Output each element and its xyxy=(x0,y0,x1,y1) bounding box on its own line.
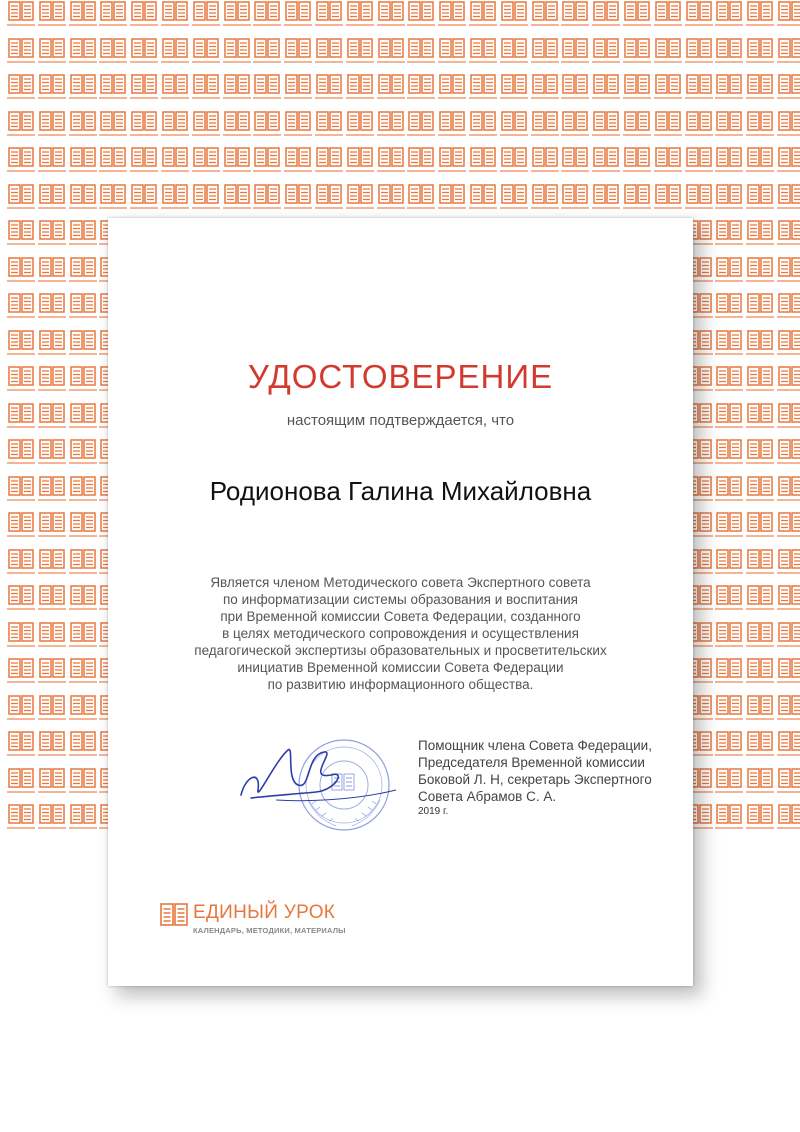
pattern-book-icon xyxy=(714,475,744,511)
pattern-book-icon xyxy=(406,37,436,73)
pattern-book-icon xyxy=(776,475,800,511)
pattern-book-icon xyxy=(776,511,800,547)
pattern-book-icon xyxy=(591,146,621,182)
pattern-book-icon xyxy=(406,73,436,109)
pattern-book-icon xyxy=(776,146,800,182)
pattern-book-icon xyxy=(6,475,36,511)
pattern-book-icon xyxy=(68,730,98,766)
pattern-book-icon xyxy=(622,183,652,219)
pattern-book-icon xyxy=(6,73,36,109)
pattern-book-icon xyxy=(252,37,282,73)
pattern-book-icon xyxy=(191,146,221,182)
pattern-book-icon xyxy=(314,146,344,182)
pattern-book-icon xyxy=(622,0,652,36)
signer-line: Боковой Л. Н, секретарь Экспертного xyxy=(418,772,652,787)
pattern-book-icon xyxy=(222,0,252,36)
pattern-book-icon xyxy=(591,0,621,36)
pattern-book-icon xyxy=(98,146,128,182)
pattern-book-icon xyxy=(252,110,282,146)
pattern-book-icon xyxy=(37,110,67,146)
pattern-book-icon xyxy=(129,110,159,146)
pattern-book-icon xyxy=(714,402,744,438)
pattern-book-icon xyxy=(37,329,67,365)
pattern-book-icon xyxy=(345,0,375,36)
pattern-book-icon xyxy=(437,0,467,36)
pattern-book-icon xyxy=(314,183,344,219)
pattern-book-icon xyxy=(776,256,800,292)
pattern-book-icon xyxy=(68,438,98,474)
pattern-book-icon xyxy=(68,803,98,830)
logo-title: ЕДИНЫЙ УРОК xyxy=(193,902,336,923)
pattern-book-icon xyxy=(6,803,36,830)
pattern-book-icon xyxy=(468,110,498,146)
pattern-book-icon xyxy=(68,0,98,36)
pattern-book-icon xyxy=(6,292,36,328)
pattern-book-icon xyxy=(6,402,36,438)
pattern-book-icon xyxy=(776,73,800,109)
pattern-book-icon xyxy=(622,37,652,73)
pattern-book-icon xyxy=(222,183,252,219)
pattern-book-icon xyxy=(191,37,221,73)
pattern-book-icon xyxy=(684,37,714,73)
pattern-book-icon xyxy=(499,73,529,109)
pattern-book-icon xyxy=(622,110,652,146)
pattern-book-icon xyxy=(68,256,98,292)
pattern-book-icon xyxy=(191,73,221,109)
pattern-book-icon xyxy=(37,365,67,401)
pattern-book-icon xyxy=(37,0,67,36)
pattern-book-icon xyxy=(283,146,313,182)
pattern-book-icon xyxy=(68,475,98,511)
pattern-book-icon xyxy=(776,657,800,693)
pattern-book-icon xyxy=(68,73,98,109)
pattern-book-icon xyxy=(37,730,67,766)
pattern-book-icon xyxy=(714,694,744,730)
pattern-book-icon xyxy=(745,329,775,365)
pattern-book-icon xyxy=(376,110,406,146)
certificate-body xyxy=(168,574,633,693)
pattern-book-icon xyxy=(252,73,282,109)
pattern-book-icon xyxy=(37,657,67,693)
signer-line: Председателя Временной комиссии xyxy=(418,755,645,770)
pattern-book-icon xyxy=(68,329,98,365)
pattern-book-icon xyxy=(222,73,252,109)
pattern-book-icon xyxy=(776,803,800,830)
pattern-book-icon xyxy=(591,110,621,146)
pattern-book-icon xyxy=(283,110,313,146)
pattern-book-icon xyxy=(314,110,344,146)
pattern-book-icon xyxy=(745,183,775,219)
pattern-book-icon xyxy=(345,73,375,109)
pattern-book-icon xyxy=(191,183,221,219)
pattern-book-icon xyxy=(191,0,221,36)
pattern-book-icon xyxy=(98,0,128,36)
pattern-book-icon xyxy=(222,146,252,182)
pattern-book-icon xyxy=(6,110,36,146)
pattern-book-icon xyxy=(776,438,800,474)
pattern-book-icon xyxy=(591,73,621,109)
pattern-book-icon xyxy=(530,73,560,109)
pattern-book-icon xyxy=(345,37,375,73)
pattern-book-icon xyxy=(376,0,406,36)
pattern-book-icon xyxy=(684,0,714,36)
pattern-book-icon xyxy=(745,730,775,766)
recipient-name: Родионова Галина Михайловна xyxy=(209,476,592,506)
pattern-book-icon xyxy=(37,548,67,584)
pattern-book-icon xyxy=(714,146,744,182)
pattern-book-icon xyxy=(684,183,714,219)
pattern-book-icon xyxy=(468,0,498,36)
pattern-book-icon xyxy=(37,37,67,73)
pattern-book-icon xyxy=(653,37,683,73)
pattern-book-icon xyxy=(684,146,714,182)
pattern-book-icon xyxy=(37,73,67,109)
pattern-book-icon xyxy=(68,219,98,255)
pattern-book-icon xyxy=(776,37,800,73)
pattern-book-icon xyxy=(314,0,344,36)
pattern-book-icon xyxy=(714,621,744,657)
pattern-book-icon xyxy=(468,73,498,109)
pattern-book-icon xyxy=(745,511,775,547)
pattern-book-icon xyxy=(314,73,344,109)
pattern-book-icon xyxy=(560,183,590,219)
pattern-book-icon xyxy=(6,256,36,292)
pattern-book-icon xyxy=(776,183,800,219)
pattern-book-icon xyxy=(160,183,190,219)
pattern-book-icon xyxy=(530,183,560,219)
pattern-book-icon xyxy=(714,548,744,584)
pattern-book-icon xyxy=(437,146,467,182)
pattern-book-icon xyxy=(406,110,436,146)
pattern-book-icon xyxy=(37,511,67,547)
pattern-book-icon xyxy=(776,0,800,36)
body-line: по развитию информационного общества. xyxy=(267,677,534,692)
pattern-book-icon xyxy=(37,767,67,803)
pattern-book-icon xyxy=(745,548,775,584)
pattern-book-icon xyxy=(68,511,98,547)
pattern-book-icon xyxy=(37,621,67,657)
pattern-book-icon xyxy=(745,657,775,693)
pattern-book-icon xyxy=(68,657,98,693)
pattern-book-icon xyxy=(714,0,744,36)
pattern-book-icon xyxy=(37,803,67,830)
pattern-book-icon xyxy=(714,37,744,73)
pattern-book-icon xyxy=(560,146,590,182)
pattern-book-icon xyxy=(653,73,683,109)
certificate-subtitle: настоящим подтверждается, что xyxy=(286,412,515,429)
pattern-book-icon xyxy=(684,73,714,109)
pattern-book-icon xyxy=(468,146,498,182)
pattern-book-icon xyxy=(129,146,159,182)
pattern-book-icon xyxy=(68,621,98,657)
pattern-book-icon xyxy=(714,767,744,803)
certificate-title: УДОСТОВЕРЕНИЕ xyxy=(247,358,554,395)
pattern-book-icon xyxy=(406,183,436,219)
pattern-book-icon xyxy=(745,438,775,474)
pattern-book-icon xyxy=(68,37,98,73)
pattern-book-icon xyxy=(6,0,36,36)
pattern-book-icon xyxy=(776,584,800,620)
body-line: при Временной комиссии Совета Федерации, созданного xyxy=(220,609,581,624)
pattern-book-icon xyxy=(653,0,683,36)
pattern-book-icon xyxy=(68,365,98,401)
pattern-book-icon xyxy=(745,475,775,511)
pattern-book-icon xyxy=(745,256,775,292)
pattern-book-icon xyxy=(6,146,36,182)
signer-block xyxy=(418,737,652,819)
pattern-book-icon xyxy=(745,146,775,182)
pattern-book-icon xyxy=(160,110,190,146)
pattern-book-icon xyxy=(653,146,683,182)
pattern-book-icon xyxy=(37,438,67,474)
pattern-book-icon xyxy=(714,183,744,219)
pattern-book-icon xyxy=(745,110,775,146)
pattern-book-icon xyxy=(745,767,775,803)
pattern-book-icon xyxy=(6,37,36,73)
pattern-book-icon xyxy=(376,183,406,219)
pattern-book-icon xyxy=(560,0,590,36)
pattern-book-icon xyxy=(776,548,800,584)
pattern-book-icon xyxy=(68,694,98,730)
pattern-book-icon xyxy=(499,183,529,219)
pattern-book-icon xyxy=(283,73,313,109)
pattern-book-icon xyxy=(283,37,313,73)
pattern-book-icon xyxy=(252,0,282,36)
pattern-book-icon xyxy=(129,0,159,36)
pattern-book-icon xyxy=(776,730,800,766)
pattern-book-icon xyxy=(6,511,36,547)
pattern-book-icon xyxy=(499,110,529,146)
pattern-book-icon xyxy=(345,146,375,182)
pattern-book-icon xyxy=(499,0,529,36)
pattern-book-icon xyxy=(714,329,744,365)
pattern-book-icon xyxy=(222,110,252,146)
pattern-book-icon xyxy=(98,37,128,73)
pattern-book-icon xyxy=(745,37,775,73)
body-line: по информатизации системы образования и воспитания xyxy=(223,592,578,607)
pattern-book-icon xyxy=(714,365,744,401)
signer-line: Совета Абрамов С. А. xyxy=(418,789,557,804)
issue-year: 2019 г. xyxy=(418,806,449,817)
pattern-book-icon xyxy=(622,146,652,182)
pattern-book-icon xyxy=(745,803,775,830)
pattern-book-icon xyxy=(468,183,498,219)
pattern-book-icon xyxy=(37,183,67,219)
pattern-book-icon xyxy=(776,110,800,146)
pattern-book-icon xyxy=(252,146,282,182)
pattern-book-icon xyxy=(745,73,775,109)
pattern-book-icon xyxy=(406,146,436,182)
body-line: в целях методического сопровождения и осуществления xyxy=(222,626,579,641)
pattern-book-icon xyxy=(68,183,98,219)
pattern-book-icon xyxy=(37,292,67,328)
pattern-book-icon xyxy=(560,73,590,109)
pattern-book-icon xyxy=(745,0,775,36)
pattern-book-icon xyxy=(6,365,36,401)
pattern-book-icon xyxy=(345,183,375,219)
pattern-book-icon xyxy=(283,0,313,36)
pattern-book-icon xyxy=(252,183,282,219)
pattern-book-icon xyxy=(499,37,529,73)
pattern-book-icon xyxy=(745,584,775,620)
pattern-book-icon xyxy=(560,37,590,73)
pattern-book-icon xyxy=(283,183,313,219)
pattern-book-icon xyxy=(6,584,36,620)
pattern-book-icon xyxy=(222,37,252,73)
pattern-book-icon xyxy=(714,110,744,146)
pattern-book-icon xyxy=(530,0,560,36)
pattern-book-icon xyxy=(160,0,190,36)
pattern-book-icon xyxy=(560,110,590,146)
pattern-book-icon xyxy=(714,292,744,328)
pattern-book-icon xyxy=(6,329,36,365)
pattern-book-icon xyxy=(776,365,800,401)
certificate-page xyxy=(108,218,693,986)
pattern-book-icon xyxy=(37,694,67,730)
pattern-book-icon xyxy=(6,657,36,693)
pattern-book-icon xyxy=(37,584,67,620)
pattern-book-icon xyxy=(129,37,159,73)
pattern-book-icon xyxy=(776,694,800,730)
pattern-book-icon xyxy=(345,110,375,146)
pattern-book-icon xyxy=(745,292,775,328)
pattern-book-icon xyxy=(776,292,800,328)
pattern-book-icon xyxy=(129,73,159,109)
seal-icon xyxy=(236,730,416,840)
body-line: педагогической экспертизы образовательных и просветительских xyxy=(194,643,607,658)
pattern-book-icon xyxy=(745,694,775,730)
pattern-book-icon xyxy=(376,146,406,182)
pattern-book-icon xyxy=(591,37,621,73)
pattern-book-icon xyxy=(6,438,36,474)
pattern-book-icon xyxy=(622,73,652,109)
pattern-book-icon xyxy=(6,548,36,584)
pattern-book-icon xyxy=(160,73,190,109)
pattern-book-icon xyxy=(6,621,36,657)
pattern-book-icon xyxy=(68,767,98,803)
pattern-book-icon xyxy=(437,73,467,109)
signature-and-seal xyxy=(236,730,416,840)
pattern-book-icon xyxy=(745,621,775,657)
pattern-book-icon xyxy=(745,402,775,438)
pattern-book-icon xyxy=(98,73,128,109)
pattern-book-icon xyxy=(37,146,67,182)
pattern-book-icon xyxy=(714,803,744,830)
open-book-icon xyxy=(160,902,188,928)
pattern-book-icon xyxy=(714,657,744,693)
pattern-book-icon xyxy=(714,511,744,547)
pattern-book-icon xyxy=(468,37,498,73)
pattern-book-icon xyxy=(437,110,467,146)
pattern-book-icon xyxy=(437,183,467,219)
pattern-book-icon xyxy=(6,767,36,803)
edinyi-urok-logo xyxy=(160,902,346,935)
pattern-book-icon xyxy=(714,219,744,255)
pattern-book-icon xyxy=(714,584,744,620)
body-line: Является членом Методического совета Экспертного совета xyxy=(210,575,591,590)
pattern-book-icon xyxy=(129,183,159,219)
pattern-book-icon xyxy=(745,219,775,255)
pattern-book-icon xyxy=(314,37,344,73)
pattern-book-icon xyxy=(37,402,67,438)
pattern-book-icon xyxy=(776,329,800,365)
pattern-book-icon xyxy=(6,219,36,255)
pattern-book-icon xyxy=(98,110,128,146)
logo-subtitle: КАЛЕНДАРЬ, МЕТОДИКИ, МАТЕРИАЛЫ xyxy=(193,926,346,935)
pattern-book-icon xyxy=(714,73,744,109)
pattern-book-icon xyxy=(37,219,67,255)
pattern-book-icon xyxy=(714,256,744,292)
pattern-book-icon xyxy=(776,219,800,255)
pattern-book-icon xyxy=(714,730,744,766)
pattern-book-icon xyxy=(160,146,190,182)
pattern-book-icon xyxy=(406,0,436,36)
pattern-book-icon xyxy=(6,694,36,730)
pattern-book-icon xyxy=(98,183,128,219)
body-line: инициатив Временной комиссии Совета Федерации xyxy=(237,660,564,675)
pattern-book-icon xyxy=(776,402,800,438)
pattern-book-icon xyxy=(653,183,683,219)
pattern-book-icon xyxy=(376,37,406,73)
pattern-book-icon xyxy=(68,584,98,620)
pattern-book-icon xyxy=(776,767,800,803)
pattern-book-icon xyxy=(68,110,98,146)
pattern-book-icon xyxy=(160,37,190,73)
pattern-book-icon xyxy=(37,256,67,292)
pattern-book-icon xyxy=(591,183,621,219)
signer-line: Помощник члена Совета Федерации, xyxy=(418,738,652,753)
pattern-book-icon xyxy=(776,621,800,657)
pattern-book-icon xyxy=(68,402,98,438)
pattern-book-icon xyxy=(68,548,98,584)
pattern-book-icon xyxy=(530,110,560,146)
pattern-book-icon xyxy=(376,73,406,109)
pattern-book-icon xyxy=(684,110,714,146)
pattern-book-icon xyxy=(68,146,98,182)
pattern-book-icon xyxy=(6,730,36,766)
pattern-book-icon xyxy=(499,146,529,182)
pattern-book-icon xyxy=(68,292,98,328)
pattern-book-icon xyxy=(714,438,744,474)
pattern-book-icon xyxy=(530,37,560,73)
pattern-book-icon xyxy=(191,110,221,146)
pattern-book-icon xyxy=(653,110,683,146)
pattern-book-icon xyxy=(745,365,775,401)
pattern-book-icon xyxy=(530,146,560,182)
pattern-book-icon xyxy=(6,183,36,219)
pattern-book-icon xyxy=(37,475,67,511)
pattern-book-icon xyxy=(437,37,467,73)
